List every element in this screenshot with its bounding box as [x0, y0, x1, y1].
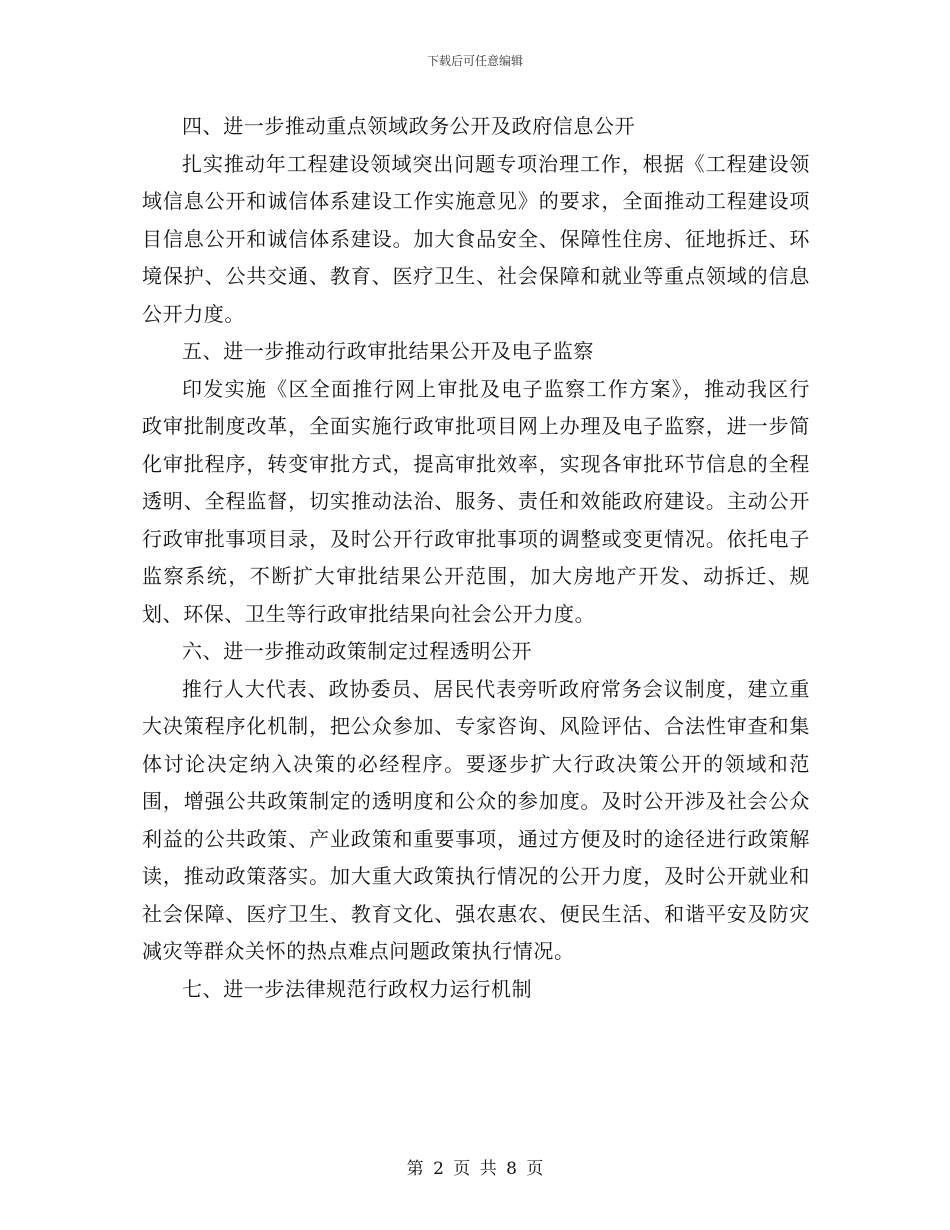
header-note: 下载后可任意编辑 [426, 54, 523, 68]
section-heading-6: 六、进一步推动政策制定过程透明公开 [182, 639, 533, 663]
section-heading-4: 四、进一步推动重点领域政务公开及政府信息公开 [182, 114, 636, 138]
section-heading-5: 五、进一步推动行政审批结果公开及电子监察 [182, 339, 594, 363]
page-number-footer: 第 2 页 共 8 页 [406, 1159, 544, 1179]
section-paragraph-4: 扎实推动年工程建设领域突出问题专项治理工作，根据《工程建设领域信息公开和诚信体系建设工作实施意见》的要求，全面推动工程建设项目信息公开和诚信体系建设。加大食品安全、保障性住房、征地拆迁、环境保护、公共交通、教育、医疗卫生、社会保障和就业等重点领域的信息公开力度。 [142, 151, 810, 326]
section-paragraph-6: 推行人大代表、政协委员、居民代表旁听政府常务会议制度，建立重大决策程序化机制，把公众参加、专家咨询、风险评估、合法性审查和集体讨论决定纳入决策的必经程序。要逐步扩大行政决策公开的领域和范围，增强公共政策制定的透明度和公众的参加度。及时公开涉及社会公众利益的公共政策、产业政策和重要事项，通过方便及时的途径进行政策解读，推动政策落实。加大重大政策执行情况的公开力度，及时公开就业和社会保障、医疗卫生、教育文化、强农惠农、便民生活、和谐平安及防灾减灾等群众关怀的热点难点问题政策执行情况。 [142, 676, 810, 963]
section-heading-7: 七、进一步法律规范行政权力运行机制 [182, 976, 533, 1001]
section-paragraph-5: 印发实施《区全面推行网上审批及电子监察工作方案》，推动我区行政审批制度改革，全面实施行政审批项目网上办理及电子监察，进一步简化审批程序，转变审批方式，提高审批效率，实现各审批环节信息的全程透明、全程监督，切实推动法治、服务、责任和效能政府建设。主动公开行政审批事项目录，及时公开行政审批事项的调整或变更情况。依托电子监察系统，不断扩大审批结果公开范围，加大房地产开发、动拆迁、规划、环保、卫生等行政审批结果向社会公开力度。 [142, 376, 810, 626]
document-body [142, 108, 810, 1008]
